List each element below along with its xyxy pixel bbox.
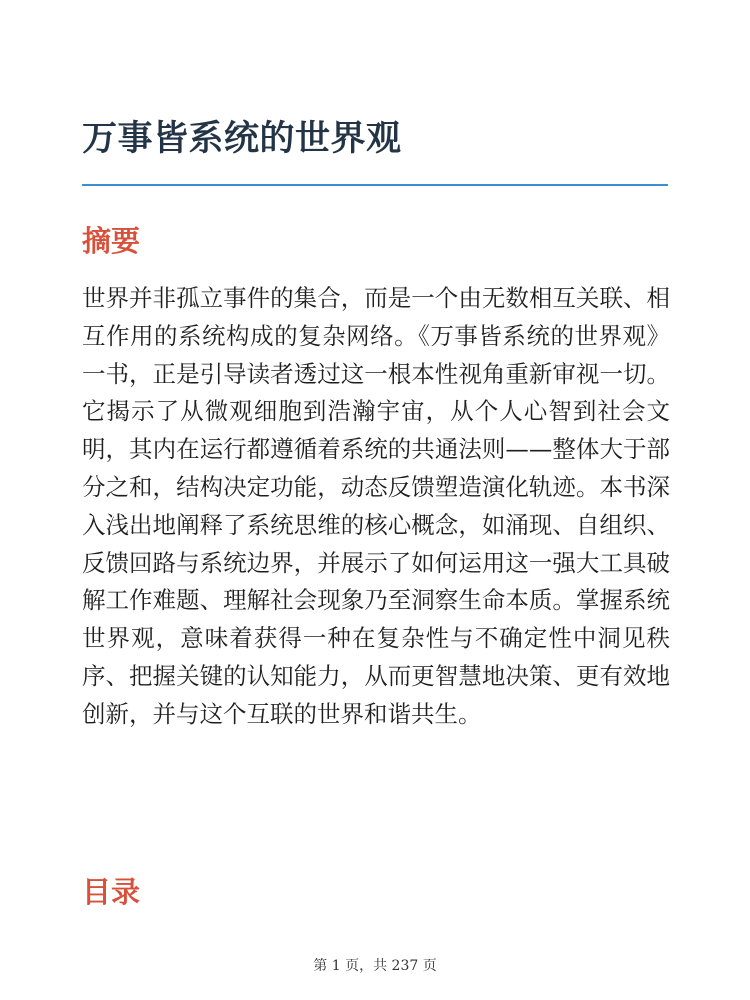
footer-middle: 页，共	[340, 958, 392, 974]
title-divider	[82, 184, 668, 186]
abstract-heading: 摘要	[82, 224, 141, 258]
current-page-number: 1	[331, 958, 341, 974]
page-footer	[0, 956, 750, 976]
abstract-paragraph: 世界并非孤立事件的集合，而是一个由无数相互关联、相互作用的系统构成的复杂网络。《万事皆系统的世界观》一书，正是引导读者透过这一根本性视角重新审视一切。它揭示了从微观细胞到浩瀚宇宙，从个人心智到社会文明，其内在运行都遵循着系统的共通法则——整体大于部分之和，结构决定功能，动态反馈塑造演化轨迹。本书深入浅出地阐释了系统思维的核心概念，如涌现、自组织、反馈回路与系统边界，并展示了如何运用这一强大工具破解工作难题、理解社会现象乃至洞察生命本质。掌握系统世界观，意味着获得一种在复杂性与不确定性中洞见秩序、把握关键的认知能力，从而更智慧地决策、更有效地创新，并与这个互联的世界和谐共生。	[82, 284, 670, 728]
toc-heading: 目录	[82, 875, 141, 909]
footer-prefix: 第	[313, 958, 332, 974]
footer-suffix: 页	[418, 958, 437, 974]
document-title: 万事皆系统的世界观	[82, 119, 402, 159]
total-page-count: 237	[391, 958, 419, 974]
